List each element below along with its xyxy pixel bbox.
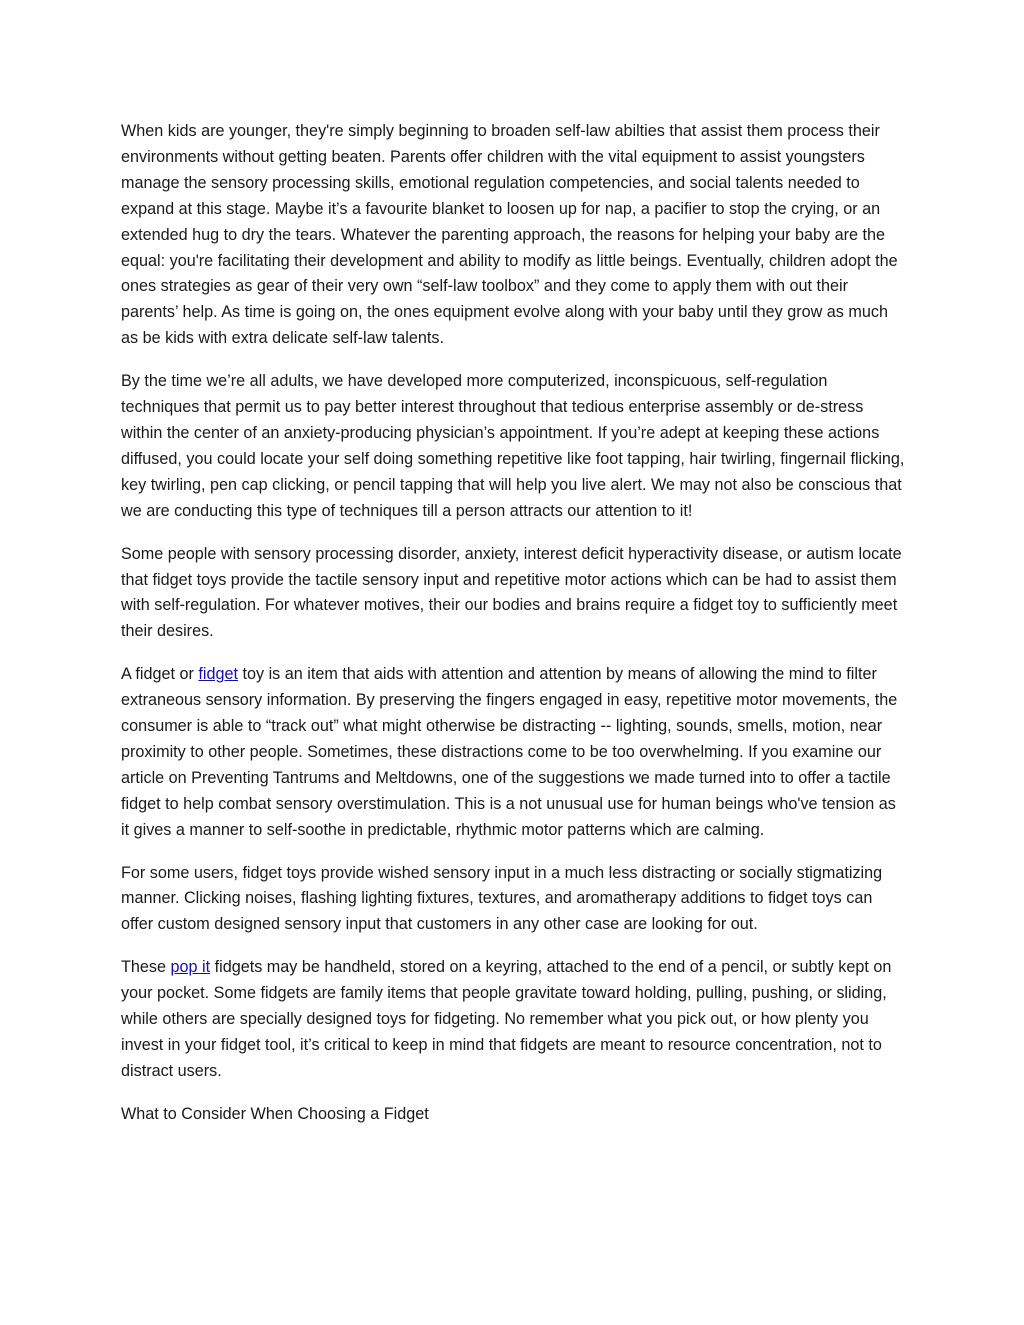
paragraph-adult-techniques: By the time we’re all adults, we have developed more computerized, inconspicuous, self-regulation techniques that permit us to pay better interest throughout that tedious enterprise assembly or de-stress within the center of an anxiety-producing physician’s appointment. If you’re adept at keeping these actions diffused, you could locate your self doing something repetitive like foot tapping, hair twirling, fingernail flicking, key twirling, pen cap clicking, or pencil tapping that will help you live alert. We may not also be conscious that we are conducting this type of techniques till a person attracts our attention to it!	[121, 372, 905, 520]
paragraph-pop-it	[121, 955, 907, 1085]
pop-it-link[interactable]: pop it	[170, 958, 211, 977]
document-body	[121, 119, 907, 1145]
paragraph-text-after: toy is an item that aids with attention and attention by means of allowing the mind to filter extraneous sensory information. By preserving the fingers engaged in easy, repetitive motor movements, the consumer is able to “track out” what might otherwise be distracting -- lighting, sounds, smells, motion, near proximity to other people. Sometimes, these distractions come to be too overwhelming. If you examine our article on Preventing Tantrums and Meltdowns, one of the suggestions we made turned into to offer a tactile fidget to help combat sensory overstimulation. This is a not unusual use for human beings who've tension as it gives a manner to self-soothe in predictable, rhythmic motor patterns which are calming.	[121, 665, 898, 839]
paragraph-sensory-conditions: Some people with sensory processing disorder, anxiety, interest deficit hyperactivity disease, or autism locate that fidget toys provide the tactile sensory input and repetitive motor actions which can be had to assist them with self-regulation. For whatever motives, their our bodies and brains require a fidget toy to sufficiently meet their desires.	[121, 544, 902, 641]
paragraph-fidget-definition	[121, 662, 907, 843]
paragraph-text-after: fidgets may be handheld, stored on a keyring, attached to the end of a pencil, or subtly kept on your pocket. Some fidgets are family items that people gravitate toward holding, pulling, pushing, or sliding, while others are specially designed toys for fidgeting. No remember what you pick out, or how plenty you invest in your fidget tool, it’s critical to keep in mind that fidgets are meant to resource concentration, not to distract users.	[121, 958, 892, 1080]
paragraph-text-before: A fidget or	[121, 665, 199, 684]
paragraph-fidget-users: For some users, fidget toys provide wished sensory input in a much less distracting or socially stigmatizing manner. Clicking noises, flashing lighting fixtures, textures, and aromatherapy additions to fidget toys can offer custom designed sensory input that customers in any other case are looking for out.	[121, 863, 883, 934]
paragraph-text-before: These	[121, 958, 171, 977]
fidget-link[interactable]: fidget	[198, 665, 238, 684]
paragraph-self-regulation-kids: When kids are younger, they're simply beginning to broaden self-law abilties that assist them process their environments without getting beaten. Parents offer children with the vital equipment to assist youngsters manage the sensory processing skills, emotional regulation competencies, and social talents needed to expand at this stage. Maybe it’s a favourite blanket to loosen up for nap, a pacifier to stop the crying, or an extended hug to dry the tears. Whatever the parenting approach, the reasons for helping your baby are the equal: you're facilitating their development and ability to modify as little beings. Eventually, children adopt the ones strategies as gear of their very own “self-law toolbox” and they come to apply them with out their parents’ help. As time is going on, the ones equipment evolve along with your baby until they grow as much as be kids with extra delicate self-law talents.	[121, 122, 898, 348]
section-heading: What to Consider When Choosing a Fidget	[121, 1104, 429, 1123]
